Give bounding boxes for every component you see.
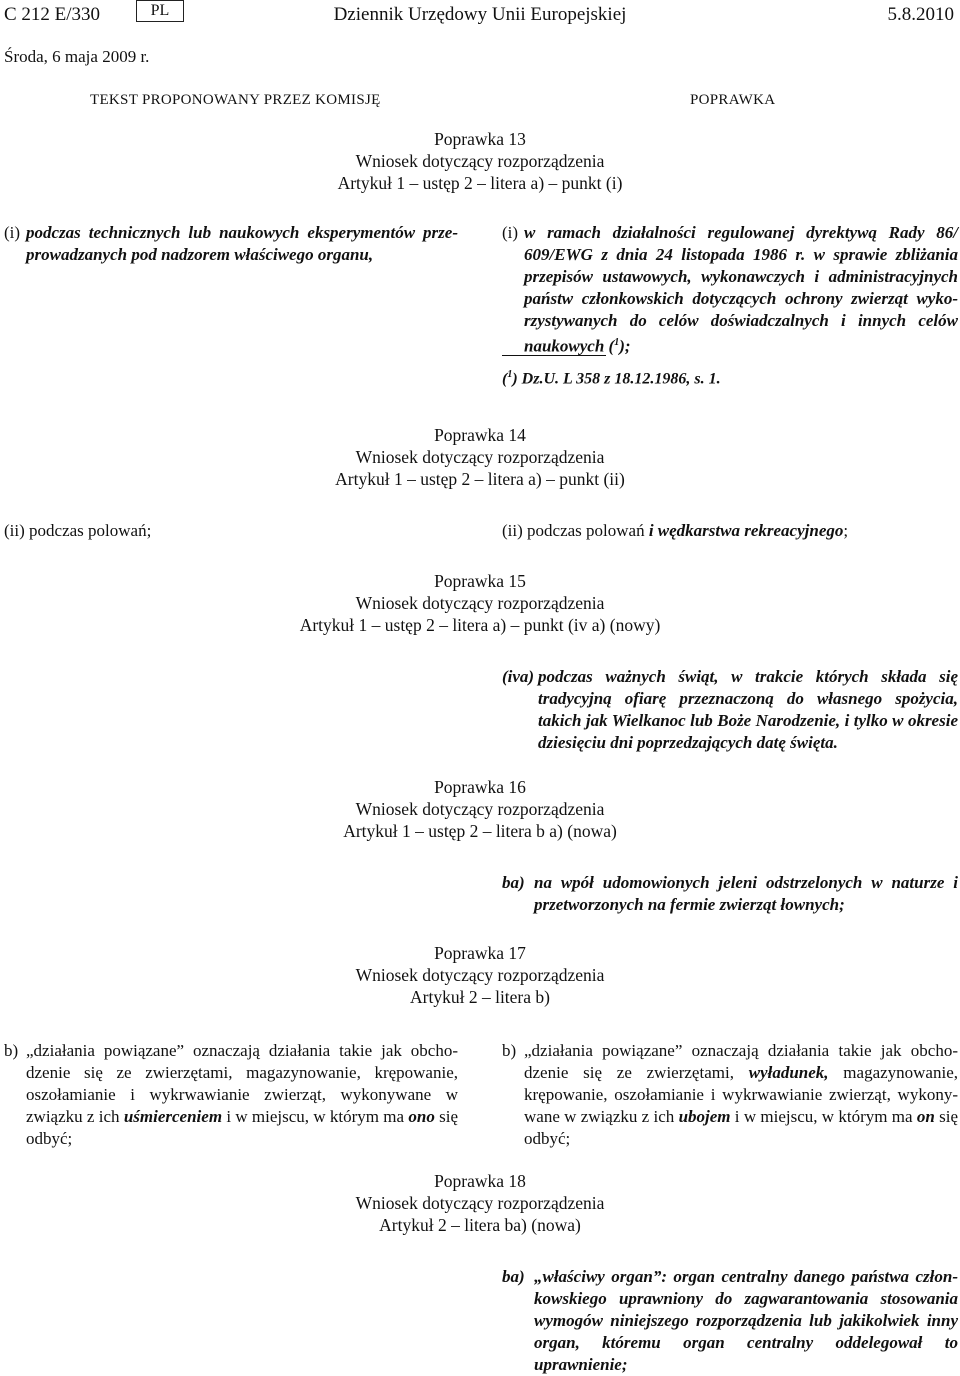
page-reference: C 212 E/330	[4, 4, 101, 25]
item-label: ba)	[502, 873, 525, 892]
column-heading-right: POPRAWKA	[690, 92, 776, 108]
item-text: w ramach działalności regulowanej dyrektywą Rady 86/ 609/EWG z dnia 24 listopada 1986 r. w sprawie zbliżania przepisów ustawowych, wykonawczych i administracyjnych państw członkowskich dotyczących ochrony zwierząt wyko-rzystywanych do celów doświadczalnych i innych celów naukowych (	[524, 223, 958, 356]
amendment-17-commission-text	[4, 1040, 458, 1150]
added-word: on	[916, 1107, 935, 1126]
footnote-mark: 1	[507, 369, 513, 380]
item-text-plain: (ii) podczas polowań	[502, 521, 649, 540]
amendment-13-amendment-text	[502, 222, 958, 358]
amendment-title: Poprawka 18	[434, 1171, 526, 1191]
amendment-16-amendment-text	[502, 872, 958, 916]
item-label: (i)	[502, 223, 519, 242]
amendment-17-heading	[0, 942, 960, 1008]
amendment-13-heading	[0, 128, 960, 194]
item-text-added: i wędkarstwa rekreacyjnego	[648, 521, 844, 540]
amendment-subtitle: Wniosek dotyczący rozporządzenia	[355, 151, 605, 171]
amendment-reference: Artykuł 1 – ustęp 2 – litera a) – punkt (i)	[337, 173, 623, 193]
amendment-15-amendment-text	[502, 666, 958, 754]
item-text: się odbyć;	[524, 1107, 958, 1148]
amendment-title: Poprawka 15	[434, 571, 526, 591]
amendment-title: Poprawka 17	[434, 943, 526, 963]
publication-date: 5.8.2010	[887, 4, 954, 25]
item-text-wrap	[524, 1040, 958, 1150]
amendment-subtitle: Wniosek dotyczący rozporządzenia	[355, 447, 605, 467]
amendment-title: Poprawka 13	[434, 129, 526, 149]
amendment-reference: Artykuł 2 – litera ba) (nowa)	[379, 1215, 581, 1235]
deleted-word: ono	[408, 1107, 435, 1126]
item-label: b)	[502, 1041, 517, 1060]
amendment-subtitle: Wniosek dotyczący rozporządzenia	[355, 593, 605, 613]
amendment-title: Poprawka 14	[434, 425, 526, 445]
item-text: podczas ważnych świąt, w trakcie których składa się tradycyjną ofiarę przeznaczoną do własnego spożycia, takich jak Wielkanoc lub Boże Narodzenie, i tylko w okresie dziesięciu dni poprzedzających datę święta.	[538, 667, 958, 752]
column-heading-left: TEKST PROPONOWANY PRZEZ KOMISJĘ	[90, 92, 381, 108]
item-text: i w miejscu, w którym ma	[222, 1107, 409, 1126]
item-label: (iva)	[502, 667, 535, 686]
item-label: b)	[4, 1041, 19, 1060]
item-text: i w miejscu, w którym ma	[730, 1107, 917, 1126]
amendment-14-amendment-text	[502, 520, 958, 542]
footnote-text: Dz.U. L 358 z 18.12.1986, s. 1.	[521, 370, 721, 388]
amendment-16-heading	[0, 776, 960, 842]
amendment-reference: Artykuł 2 – litera b)	[410, 987, 550, 1007]
item-text: magazynowanie, krępowanie, oszołamianie i wykrwawianie zwierząt, wykony-wane w związku z ich	[524, 1063, 958, 1126]
amendment-14-heading	[0, 424, 960, 490]
footnote-ref: 1	[614, 337, 620, 348]
amendment-17-amendment-text	[502, 1040, 958, 1150]
amendment-18-heading	[0, 1170, 960, 1236]
item-tail: );	[619, 336, 631, 356]
amendment-reference: Artykuł 1 – ustęp 2 – litera a) – punkt (ii)	[335, 469, 625, 489]
item-label: ba)	[502, 1267, 525, 1286]
page-header	[0, 0, 960, 34]
amendment-title: Poprawka 16	[434, 777, 526, 797]
item-text: na wpół udomowionych jeleni odstrzelonych w naturze i przetworzonych na fermie zwierząt łownych;	[534, 873, 958, 914]
amendment-subtitle: Wniosek dotyczący rozporządzenia	[355, 1193, 605, 1213]
added-word: wyładunek,	[748, 1063, 829, 1082]
footnote-separator	[502, 355, 606, 356]
amendment-subtitle: Wniosek dotyczący rozporządzenia	[355, 965, 605, 985]
item-label: (i)	[4, 223, 21, 242]
item-text: „działania powiązane” oznaczają działania takie jak obcho-dzenie się ze zwierzętami,	[524, 1041, 958, 1082]
item-tail: ;	[843, 521, 849, 540]
amendment-13-commission-text	[4, 222, 458, 266]
amendment-reference: Artykuł 1 – ustęp 2 – litera a) – punkt (iv a) (nowy)	[299, 615, 661, 635]
item-text-wrap	[26, 1040, 458, 1150]
language-box: PL	[136, 0, 184, 22]
item-text: „właściwy organ”: organ centralny danego państwa człon-kowskiego uprawniony do zagwarantowania stosowania wymogów niniejszego rozporządzenia lub jakikolwiek inny organ, któremu organ centralny oddelegował to uprawnienie;	[534, 1267, 958, 1374]
amendment-subtitle: Wniosek dotyczący rozporządzenia	[355, 799, 605, 819]
item-text: podczas technicznych lub naukowych eksperymentów prze-prowadzanych pod nadzorem właściwego organu,	[26, 223, 458, 264]
journal-title: Dziennik Urzędowy Unii Europejskiej	[333, 4, 627, 25]
session-date: Środa, 6 maja 2009 r.	[4, 47, 150, 66]
deleted-word: uśmierceniem	[123, 1107, 223, 1126]
item-text: się odbyć;	[26, 1107, 459, 1148]
item-text: „działania powiązane” oznaczają działania takie jak obcho-dzenie się ze zwierzętami, magazynowanie, krępowanie, oszołamianie i wykrwawianie zwierząt, wykonywane w związku z ich	[26, 1041, 458, 1126]
amendment-14-commission-text: (ii) podczas polowań;	[4, 521, 152, 540]
footnote: ($^1$) Dz.U. L 358 z 18.12.1986, s. 1.	[502, 369, 721, 388]
item-text-wrap	[524, 222, 958, 358]
added-word: ubojem	[678, 1107, 731, 1126]
amendment-18-amendment-text	[502, 1266, 958, 1376]
amendment-reference: Artykuł 1 – ustęp 2 – litera b a) (nowa)	[343, 821, 617, 841]
amendment-15-heading	[0, 570, 960, 636]
